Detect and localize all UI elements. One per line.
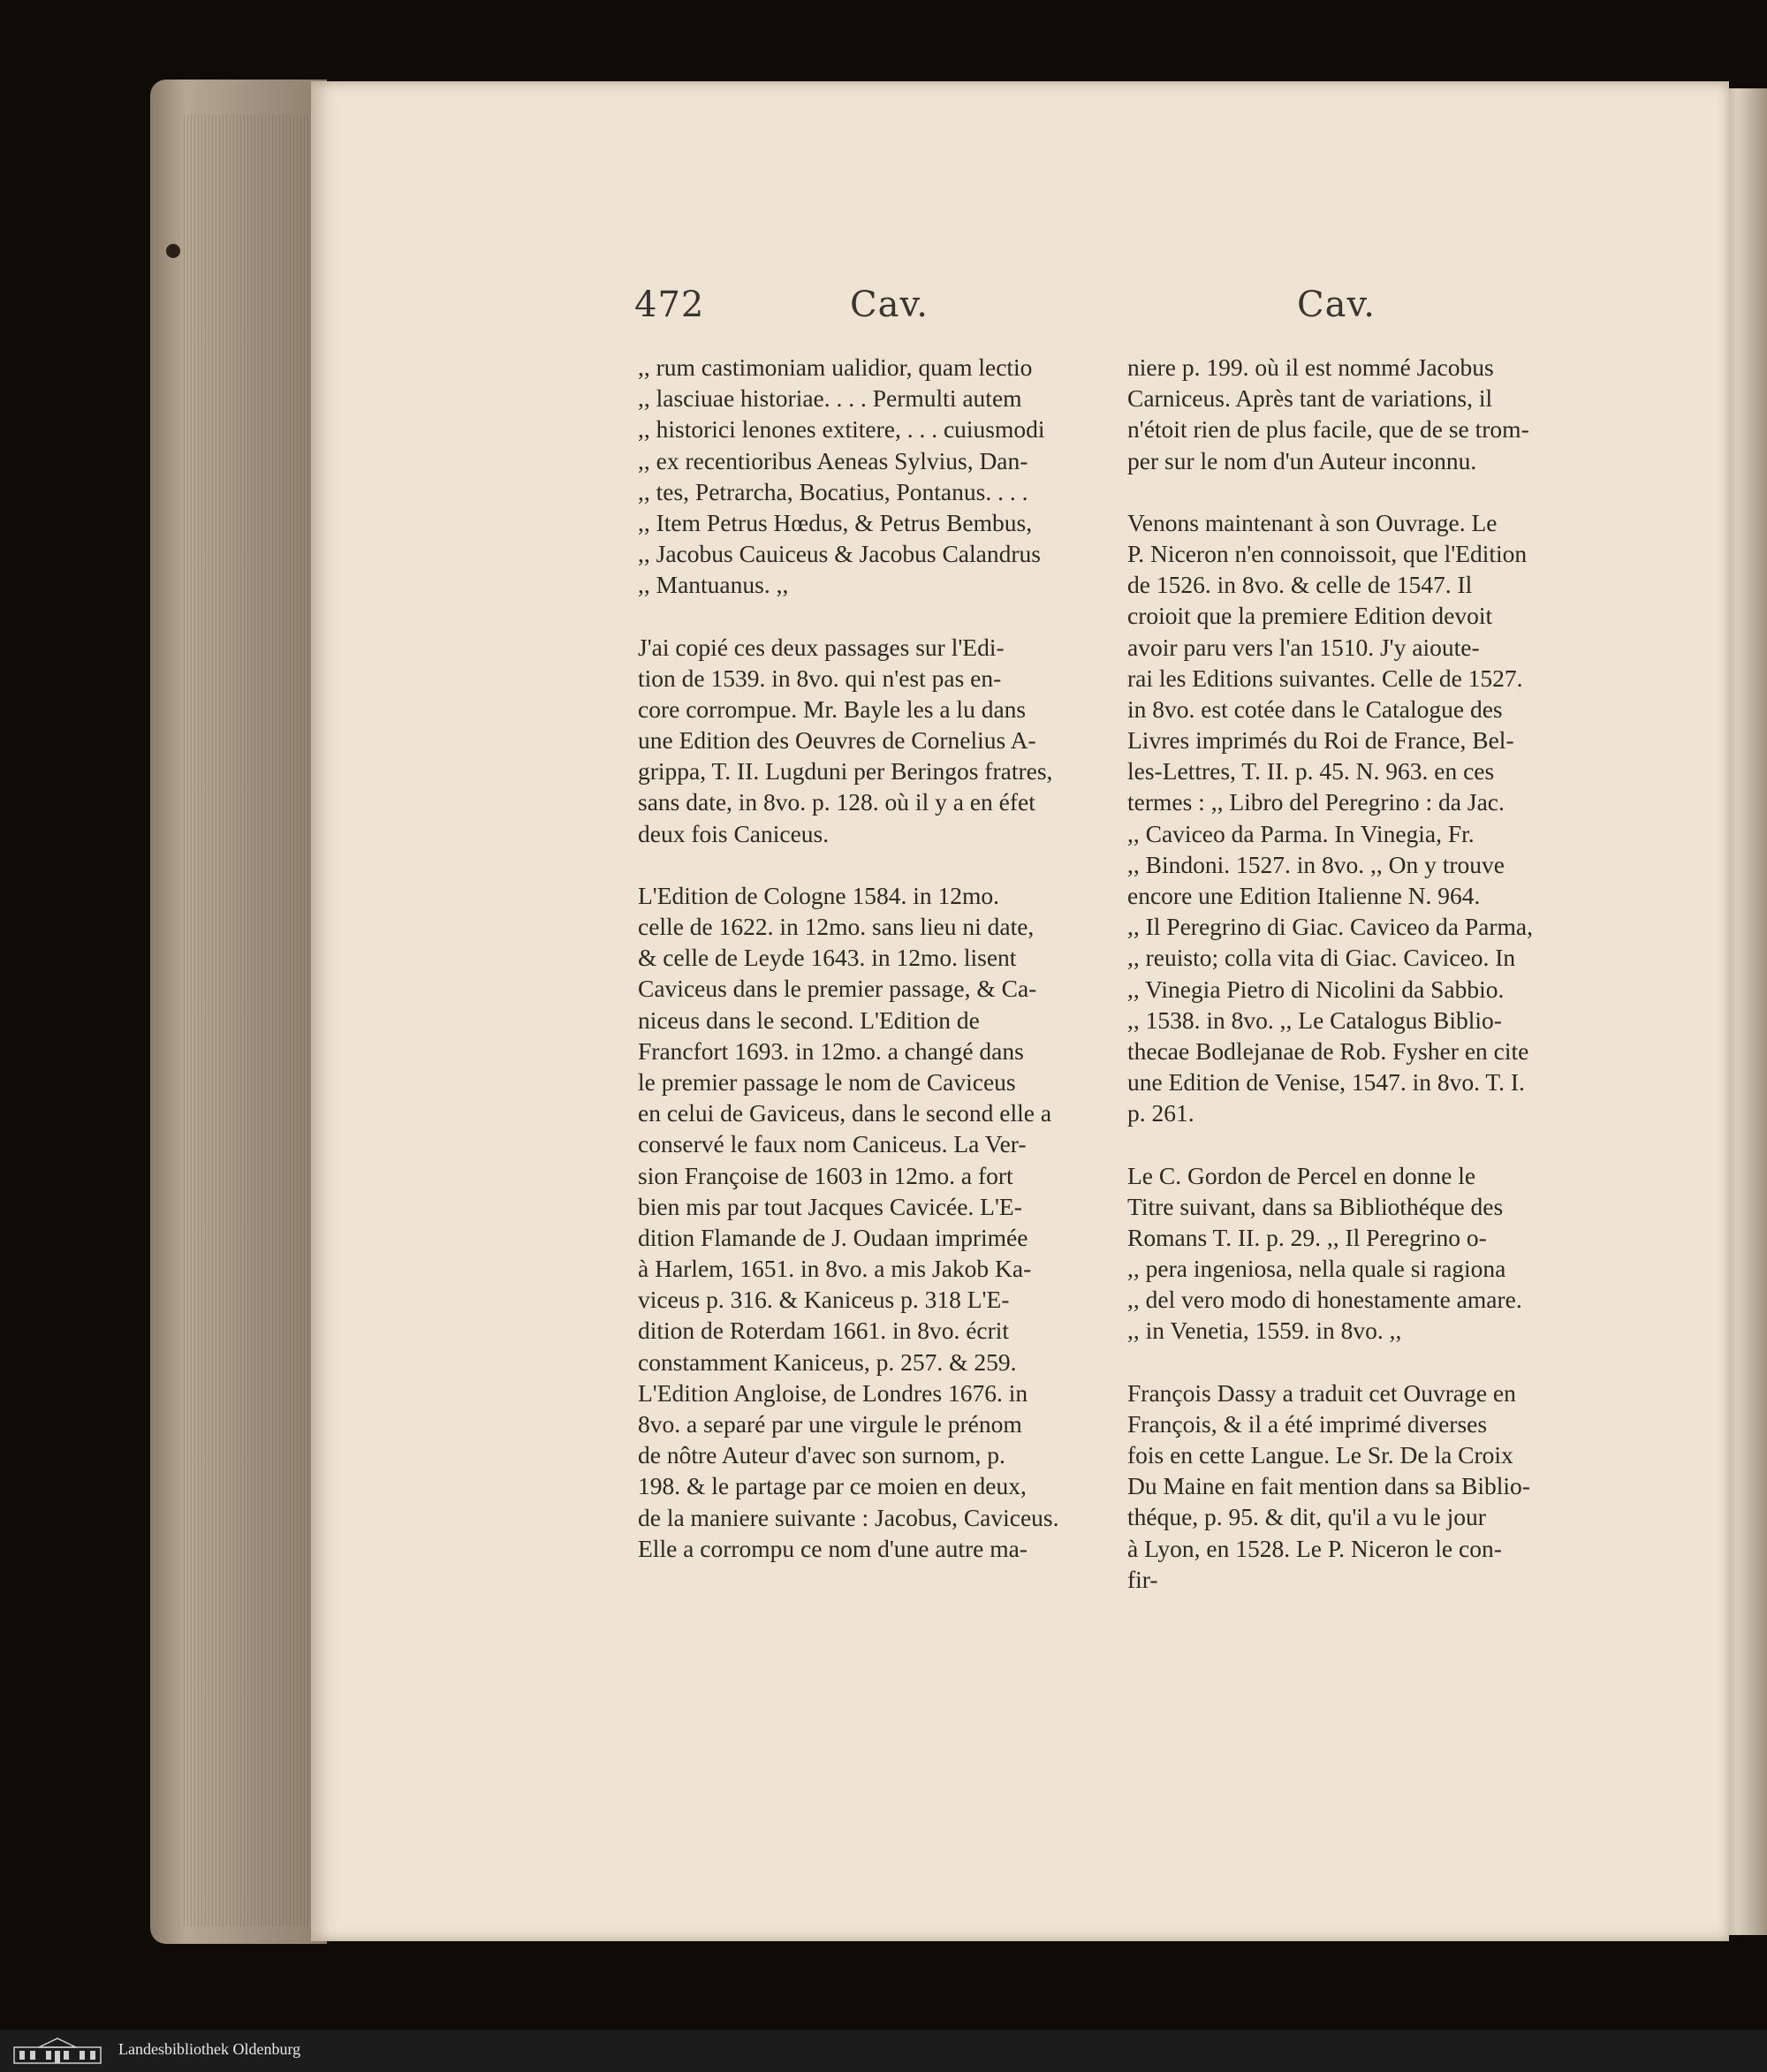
paragraph-gap — [638, 849, 1097, 880]
text-line: une Edition de Venise, 1547. in 8vo. T. I. — [1127, 1068, 1525, 1097]
text-line: Livres imprimés du Roi de France, Bel- — [1127, 726, 1514, 755]
text-line: fir- — [1127, 1565, 1158, 1593]
text-line: 8vo. a separé par une virgule le prénom — [638, 1410, 1022, 1438]
text-line: ,, rum castimoniam ualidior, quam lectio — [638, 353, 1033, 381]
running-head-right: Cav. — [1297, 285, 1376, 325]
text-line: deux fois Caniceus. — [638, 819, 830, 847]
text-line: avoir paru vers l'an 1510. J'y aioute- — [1127, 633, 1480, 661]
text-line: p. 261. — [1127, 1099, 1194, 1127]
text-line: croioit que la premiere Edition devoit — [1127, 602, 1493, 630]
text-line: L'Edition Angloise, de Londres 1676. in — [638, 1378, 1028, 1407]
text-line: ,, Mantuanus. ,, — [638, 571, 789, 599]
text-line: Romans T. II. p. 29. ,, Il Peregrino o- — [1127, 1223, 1487, 1251]
text-line: Caviceus dans le premier passage, & Ca- — [638, 975, 1037, 1003]
text-line: de la maniere suivante : Jacobus, Caviceus. — [638, 1503, 1059, 1531]
text-line: ,, lasciuae historiae. . . . Permulti autem — [638, 384, 1022, 413]
text-line: ,, Item Petrus Hœdus, & Petrus Bembus, — [638, 508, 1033, 536]
text-line: ,, historici lenones extitere, . . . cuiusmodi — [638, 415, 1045, 444]
text-line: ,, Vinegia Pietro di Nicolini da Sabbio. — [1127, 975, 1505, 1003]
text-line: à Lyon, en 1528. Le P. Niceron le con- — [1127, 1534, 1502, 1562]
text-line: rai les Editions suivantes. Celle de 1527. — [1127, 664, 1523, 692]
text-line: ,, pera ingeniosa, nella quale si ragiona — [1127, 1255, 1506, 1283]
paragraph-gap — [638, 601, 1097, 632]
paragraph-gap — [1127, 476, 1587, 507]
text-line: tion de 1539. in 8vo. qui n'est pas en- — [638, 664, 1002, 692]
text-line: sion Françoise de 1603 in 12mo. a fort — [638, 1161, 1013, 1189]
page-number: 472 — [634, 285, 705, 325]
footer-bar — [0, 2030, 1767, 2072]
right-text-column — [1127, 352, 1587, 1595]
text-line: celle de 1622. in 12mo. sans lieu ni date, — [638, 913, 1035, 940]
text-line: ,, reuisto; colla vita di Giac. Caviceo. In — [1127, 944, 1516, 972]
text-line: à Harlem, 1651. in 8vo. a mis Jakob Ka- — [638, 1255, 1032, 1283]
text-line: ,, Caviceo da Parma. In Vinegia, Fr. — [1127, 819, 1475, 847]
text-line: en celui de Gaviceus, dans le second elle a — [638, 1099, 1052, 1127]
text-line: core corrompue. Mr. Bayle les a lu dans — [638, 694, 1027, 723]
text-line: grippa, T. II. Lugduni per Beringos fratres, — [638, 757, 1053, 786]
text-line: les-Lettres, T. II. p. 45. N. 963. en ces — [1127, 757, 1495, 786]
text-line: théque, p. 95. & dit, qu'il a vu le jour — [1127, 1503, 1486, 1531]
paragraph-gap — [1127, 1129, 1587, 1160]
text-line: constamment Kaniceus, p. 257. & 259. — [638, 1347, 1017, 1376]
text-line: 198. & le partage par ce moien en deux, — [638, 1472, 1027, 1500]
text-line: & celle de Leyde 1643. in 12mo. lisent — [638, 944, 1017, 972]
text-line: conservé le faux nom Caniceus. La Ver- — [638, 1130, 1027, 1158]
text-line: de nôtre Auteur d'avec son surnom, p. — [638, 1441, 1005, 1469]
text-line: Du Maine en fait mention dans sa Biblio- — [1127, 1472, 1530, 1500]
text-line: thecae Bodlejanae de Rob. Fysher en cite — [1127, 1036, 1529, 1065]
text-line: ,, ex recentioribus Aeneas Sylvius, Dan- — [638, 446, 1028, 474]
text-line: niceus dans le second. L'Edition de — [638, 1006, 980, 1034]
running-head-left: Cav. — [850, 285, 929, 325]
left-text-column — [638, 352, 1097, 1564]
text-line: fois en cette Langue. Le Sr. De la Croix — [1127, 1441, 1513, 1469]
text-line: in 8vo. est cotée dans le Catalogue des — [1127, 694, 1503, 723]
text-line: L'Edition de Cologne 1584. in 12mo. — [638, 881, 1000, 909]
text-line: ,, tes, Petrarcha, Bocatius, Pontanus. . . . — [638, 477, 1028, 505]
text-line: dition de Roterdam 1661. in 8vo. écrit — [638, 1317, 1010, 1345]
text-line: viceus p. 316. & Kaniceus p. 318 L'E- — [638, 1286, 1010, 1314]
text-line: per sur le nom d'un Auteur inconnu. — [1127, 446, 1477, 474]
book-page-edges — [150, 80, 327, 1944]
footer-label: Landesbibliothek Oldenburg — [118, 2040, 301, 2058]
text-line: de 1526. in 8vo. & celle de 1547. Il — [1127, 571, 1473, 599]
text-line: François Dassy a traduit cet Ouvrage en — [1127, 1378, 1516, 1407]
text-line: termes : ,, Libro del Peregrino : da Jac. — [1127, 788, 1505, 816]
binding-hole — [166, 244, 180, 258]
text-line: François, & il a été imprimé diverses — [1127, 1409, 1488, 1438]
library-building-icon — [12, 2037, 102, 2065]
text-line: Titre suivant, dans sa Bibliothéque des — [1127, 1192, 1504, 1220]
text-line: ,, Il Peregrino di Giac. Caviceo da Parma, — [1127, 913, 1533, 941]
text-line: Francfort 1693. in 12mo. a changé dans — [638, 1036, 1024, 1065]
text-line: ,, in Venetia, 1559. in 8vo. ,, — [1127, 1317, 1402, 1345]
text-line: Carniceus. Après tant de variations, il — [1127, 384, 1493, 413]
text-line: J'ai copié ces deux passages sur l'Edi- — [638, 633, 1005, 661]
text-line: encore une Edition Italienne N. 964. — [1127, 882, 1481, 909]
text-line: une Edition des Oeuvres de Cornelius A- — [638, 726, 1036, 755]
text-line: dition Flamande de J. Oudaan imprimée — [638, 1223, 1028, 1251]
text-line: bien mis par tout Jacques Cavicée. L'E- — [638, 1192, 1022, 1220]
text-line: niere p. 199. où il est nommé Jacobus — [1127, 353, 1494, 381]
text-line: n'étoit rien de plus facile, que de se trom- — [1127, 415, 1529, 444]
text-line: Venons maintenant à son Ouvrage. Le — [1127, 508, 1498, 536]
text-line: P. Niceron n'en connoissoit, que l'Edition — [1127, 539, 1528, 567]
text-line: Le C. Gordon de Percel en donne le — [1127, 1161, 1476, 1189]
paragraph-gap — [1127, 1347, 1587, 1378]
text-line: le premier passage le nom de Caviceus — [638, 1067, 1016, 1096]
text-line: Elle a corrompu ce nom d'une autre ma- — [638, 1534, 1028, 1562]
text-line: sans date, in 8vo. p. 128. où il y a en éfet — [638, 788, 1035, 816]
text-line: ,, Bindoni. 1527. in 8vo. ,, On y trouve — [1127, 850, 1505, 878]
text-line: ,, 1538. in 8vo. ,, Le Catalogus Biblio- — [1127, 1006, 1502, 1034]
text-line: ,, del vero modo di honestamente amare. — [1127, 1286, 1522, 1314]
text-line: ,, Jacobus Cauiceus & Jacobus Calandrus — [638, 540, 1041, 568]
